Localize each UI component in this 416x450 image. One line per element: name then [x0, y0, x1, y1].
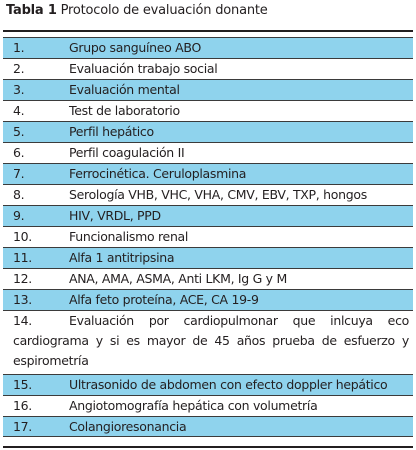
- row-text: Evaluación por cardiopulmonar que inlcuya eco cardiograma y si es mayor de 45 años prueba de esfuerzo y espirometría: [13, 313, 409, 368]
- row-number: 11.: [13, 250, 32, 265]
- row-number: 1.: [13, 40, 25, 55]
- row-number: 6.: [13, 145, 25, 160]
- row-text: Test de laboratorio: [69, 103, 180, 118]
- row-number: 7.: [13, 166, 25, 181]
- row-number: 4.: [13, 103, 25, 118]
- row-text: Angiotomografía hepática con volumetría: [69, 398, 318, 413]
- table-row: [3, 310, 413, 374]
- table-row: [3, 121, 413, 142]
- table-row: [3, 142, 413, 163]
- row-number: 10.: [13, 229, 32, 244]
- table-row: [3, 58, 413, 79]
- row-text: Serología VHB, VHC, VHA, CMV, EBV, TXP, hongos: [69, 187, 367, 202]
- row-text: ANA, AMA, ASMA, Anti LKM, Ig G y M: [69, 271, 287, 286]
- table-row: [3, 205, 413, 226]
- row-text: Evaluación trabajo social: [69, 61, 218, 76]
- row-text: Grupo sanguíneo ABO: [69, 40, 202, 55]
- row-number: 8.: [13, 187, 25, 202]
- table-row: [3, 374, 413, 395]
- row-number: 14.: [13, 313, 32, 328]
- protocol-table: [3, 37, 413, 437]
- row-text: Alfa 1 antitripsina: [69, 250, 175, 265]
- row-number: 12.: [13, 271, 32, 286]
- row-number: 3.: [13, 82, 25, 97]
- table-top-rule: [3, 30, 413, 32]
- table-row: [3, 226, 413, 247]
- table-caption: [6, 3, 268, 18]
- row-number: 2.: [13, 61, 25, 76]
- table-bottom-rule: [3, 446, 413, 448]
- table-row: [3, 163, 413, 184]
- row-number: 5.: [13, 124, 25, 139]
- row-text: Perfil hepático: [69, 124, 154, 139]
- table-row: [3, 100, 413, 121]
- row-text: Alfa feto proteína, ACE, CA 19-9: [69, 292, 259, 307]
- table-row: [3, 37, 413, 58]
- row-text: HIV, VRDL, PPD: [69, 208, 161, 223]
- table-row: [3, 416, 413, 437]
- row-number: 17.: [13, 419, 32, 434]
- table-row: [3, 268, 413, 289]
- table-row: [3, 79, 413, 100]
- row-text: Perfil coagulación II: [69, 145, 185, 160]
- row-number: 15.: [13, 377, 32, 392]
- row-text: Evaluación mental: [69, 82, 180, 97]
- row-text: Funcionalismo renal: [69, 229, 189, 244]
- row-text: Ultrasonido de abdomen con efecto doppler hepático: [69, 377, 388, 392]
- table-caption-title: Protocolo de evaluación donante: [60, 3, 268, 18]
- row-number: 13.: [13, 292, 32, 307]
- row-text: Ferrocinética. Ceruloplasmina: [69, 166, 247, 181]
- row-number: 9.: [13, 208, 25, 223]
- row-text: Colangioresonancia: [69, 419, 187, 434]
- table-row: [3, 289, 413, 310]
- table-row: [3, 395, 413, 416]
- table-row: [3, 184, 413, 205]
- table-row: [3, 247, 413, 268]
- row-number: 16.: [13, 398, 32, 413]
- table-caption-label: Tabla 1: [6, 3, 57, 18]
